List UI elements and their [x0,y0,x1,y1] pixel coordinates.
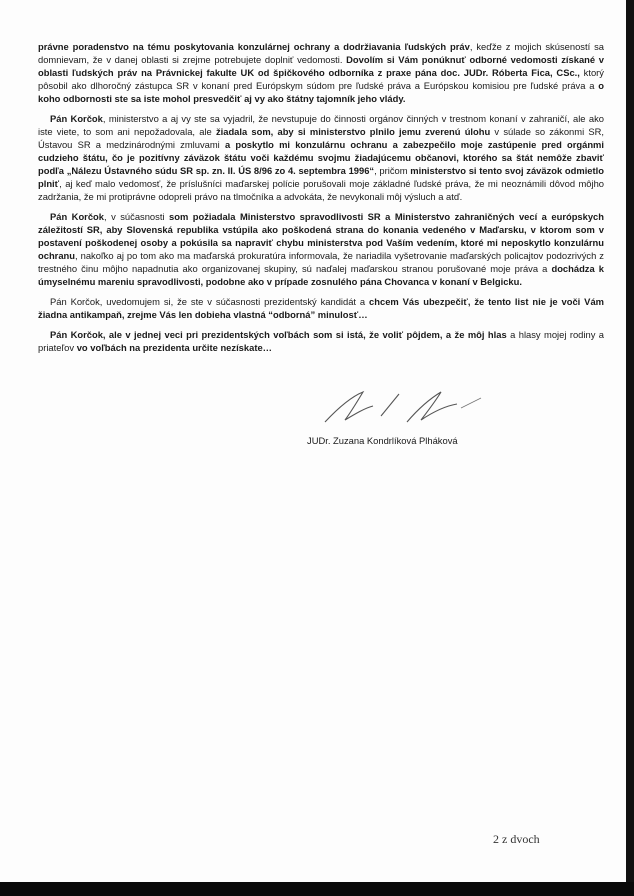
signatory-name: JUDr. Zuzana Kondrlíková Plháková [307,435,458,446]
paragraph-1-run: Dovolím si Vám ponúknuť odborné vedomosti získané v oblasti ľudských práv na Právnickej fakulte UK od špičkového odborníka z praxe pána doc. JUDr. Róberta Fica, CSc., [38,54,605,78]
paragraph-4-run: Pán Korčok, uvedomujem si, že ste v súčasnosti prezidentský kandidát a [50,296,370,307]
paragraph-1-run: o koho odbornosti ste sa iste mohol presvedčiť aj vy ako štátny tajomník jeho vlády. [38,80,604,104]
paragraph-3-run: dochádza k úmyselnému mareniu spravodlivosti, podobne ako v prípade zosnulého pána Chovanca v konaní v Belgicku. [38,263,604,287]
paragraph-3-run: , v súčasnosti [103,211,169,222]
scan-bottom-bar [0,882,634,896]
paragraph-2-run: , aj keď malo vedomosť, že príslušníci maďarskej polície porušovali moje základné ľudské práva, že mi neoznámili dôvod môjho zadržania, že mi protiprávne odopreli právo na tlmočníka a advokáta, že nevykonali môj výsluch a atď. [38,178,604,202]
paragraph-2-run: , pričom [374,165,411,176]
paragraph-2-run: žiadala som, aby si ministerstvo plnilo jemu zverenú úlohu [215,126,491,137]
paragraph-4-run: chcem Vás ubezpečiť, že tento list nie je voči Vám žiadna antikampaň, zrejme Vás len dobieha vlastná “odborná” minulosť… [38,296,604,320]
paragraph-2-run: a poskytlo mi konzulárnu ochranu a zabezpečilo moje zastúpenie pred orgánmi cudzieho štátu, čo je pozitívny záväzok štátu voči každému svojmu žiadajúcemu občanovi, ktorého sa štát nemôže zbaviť podľa „Nálezu Ústavného súdu SR sp. zn. II. ÚS 8/96 zo 4. septembra 1996“ [38,139,604,176]
paragraph-3-run: , nakoľko aj po tom ako ma maďarská prokuratúra informovala, že nariadila vyšetrovanie maďarských policajtov podozrivých z trestného činu môjho napadnutia ako organizovanej skupiny, sú naďalej maďarskou stranou porušované moje práva a [38,250,604,274]
paragraph-5 [38,328,604,354]
paragraph-5-run: vo voľbách na prezidenta určite nezískate… [76,342,273,353]
paragraph-1-run: právne poradenstvo na tému poskytovania konzulárnej ochrany a dodržiavania ľudských práv [38,41,470,52]
paragraph-2 [38,112,604,203]
handwritten-signature [315,386,485,428]
scan-edge [626,0,634,896]
paragraph-4 [38,295,604,321]
paragraph-3-run: Pán Korčok [50,211,104,222]
paragraph-2-run: , ministerstvo a aj vy ste sa vyjadril, že nevstupuje do činnosti orgánov činných v trestnom konaní v zahraničí, ale ako iste viete, to som ani nepožadovala, ale [38,113,604,137]
paragraph-5-run: a hlasy mojej rodiny a priateľov [38,329,605,353]
paragraph-3 [38,210,604,288]
page-number: 2 z dvoch [493,832,540,846]
paragraph-1-run: ktorý pôsobil ako dlhoročný zástupca SR v konaní pred Európskym súdom pre ľudské práva a Európskou komisiou pre ľudské práva a [38,67,604,91]
paragraph-1-run: , keďže z mojich skúseností sa domnievam, že v danej oblasti si zrejme potrebujete doplniť vedomosti. [38,41,604,65]
paragraph-2-run: v súlade so zákonmi SR, Ústavou SR a medzinárodnými zmluvami [38,126,604,150]
paragraph-1 [38,40,604,105]
letter-body [38,40,604,361]
paragraph-2-run: Pán Korčok [50,113,103,124]
paragraph-5-run: Pán Korčok, ale v jednej veci pri prezidentských voľbách som si istá, že voliť pôjdem, a že môj hlas [50,329,507,340]
paragraph-3-run: som požiadala Ministerstvo spravodlivosti SR a Ministerstvo zahraničných vecí a európskych záležitostí SR, aby Slovenská republika vstúpila ako poškodená strana do konania vedeného v Maďarsku, v ktorom som v postavení poškodenej osoby a pokúsila sa napraviť chybu ministerstva pod Vaším vedením, ktoré mi neposkytlo konzulárnu ochranu [38,211,604,261]
paragraph-2-run: ministerstvo si tento svoj záväzok odmietlo plniť [38,165,604,189]
